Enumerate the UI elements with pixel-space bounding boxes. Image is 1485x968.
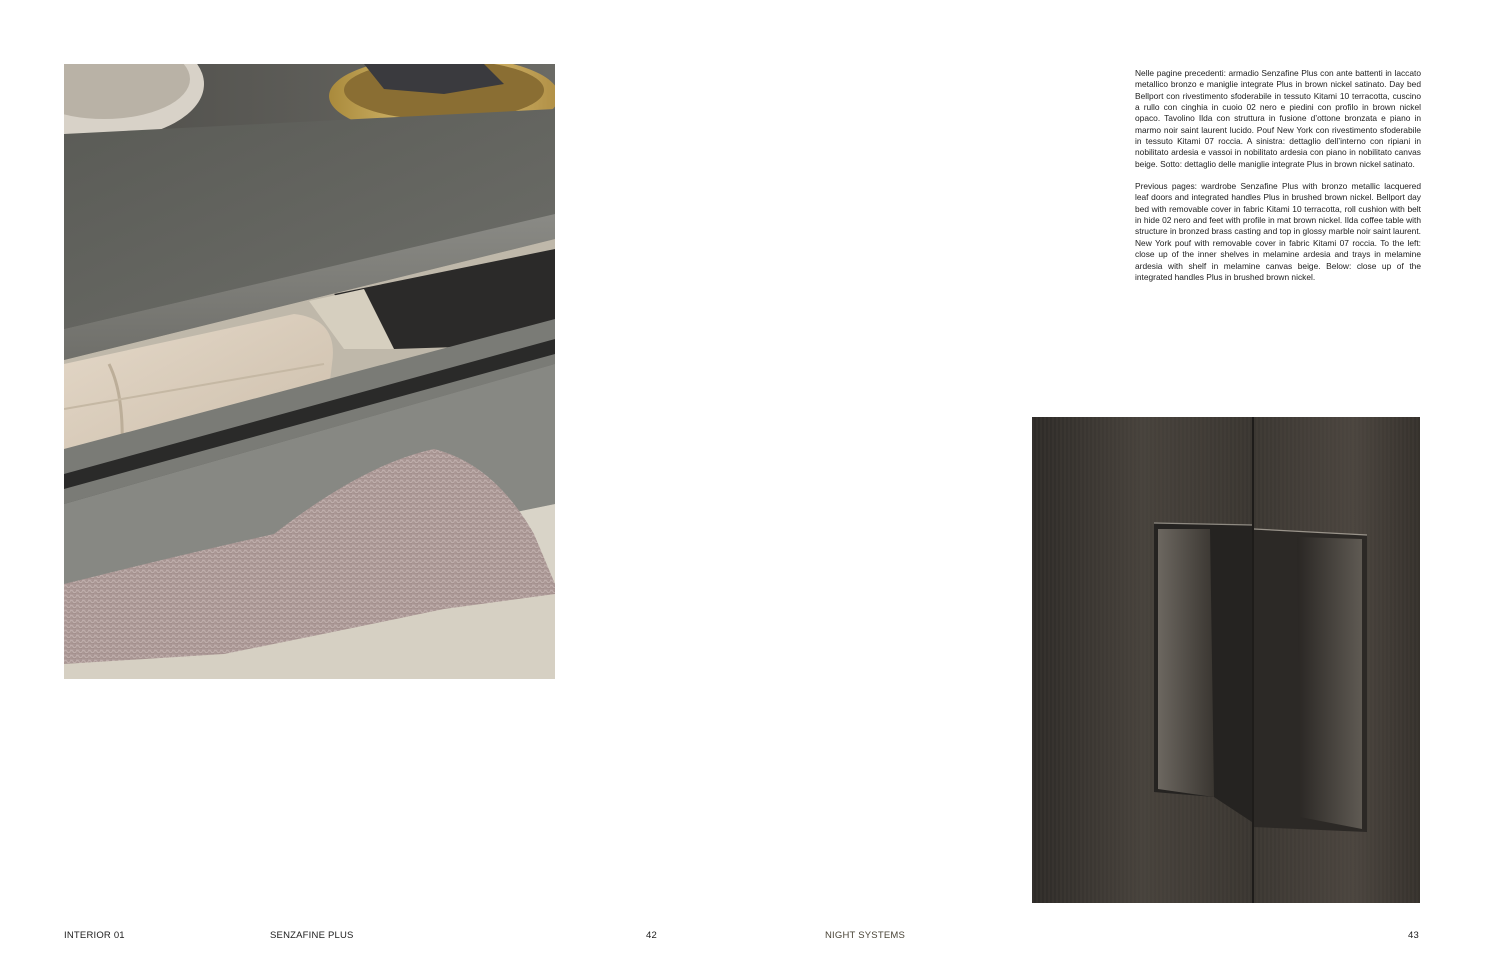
photo-caption (1135, 68, 1421, 294)
door-handles-photo (1032, 417, 1420, 903)
caption-italian: Nelle pagine precedenti: armadio Senzafine Plus con ante battenti in laccato metallico bronzo e maniglie integrate Plus in brown nickel satinato. Day bed Bellport con rivestimento sfoderabile in tessuto Kitami 10 terracotta, cuscino a rullo con cinghia in cuoio 02 nero e piedini con profilo in brown nickel opaco. Tavolino Ilda con struttura in fusione d’ottone bronzata e piano in marmo noir saint laurent lucido. Pouf New York con rivestimento sfoderabile in tessuto Kitami 07 roccia. A sinistra: dettaglio dell’interno con ripiani in nobilitato ardesia e vassoi in nobilitato ardesia con piano in nobilitato canvas beige. Sotto: dettaglio delle maniglie integrate Plus in brown nickel satinato. (1135, 68, 1421, 169)
footer-product-name: SENZAFINE PLUS (270, 930, 354, 941)
footer-collection: INTERIOR 01 (64, 930, 125, 941)
page-number-right: 43 (1408, 930, 1419, 941)
page-number-left: 42 (646, 930, 657, 941)
footer-section-title: NIGHT SYSTEMS (825, 930, 906, 941)
caption-english: Previous pages: wardrobe Senzafine Plus with bronzo metallic lacquered leaf doors and integrated handles Plus in brushed brown nickel. Bellport day bed with removable cover in fabric Kitami 10 terracotta, roll cushion with belt in hide 02 nero and feet with profile in mat brown nickel. Ilda coffee table with structure in bronzed brass casting and top in glossy marble noir saint laurent. New York pouf with removable cover in fabric Kitami 07 roccia. To the left: close up of the inner shelves in melamine ardesia and trays in melamine ardesia with shelf in melamine canvas beige. Below: close up of the integrated handles Plus in brushed brown nickel. (1135, 181, 1421, 282)
interior-shelves-photo (64, 64, 555, 679)
